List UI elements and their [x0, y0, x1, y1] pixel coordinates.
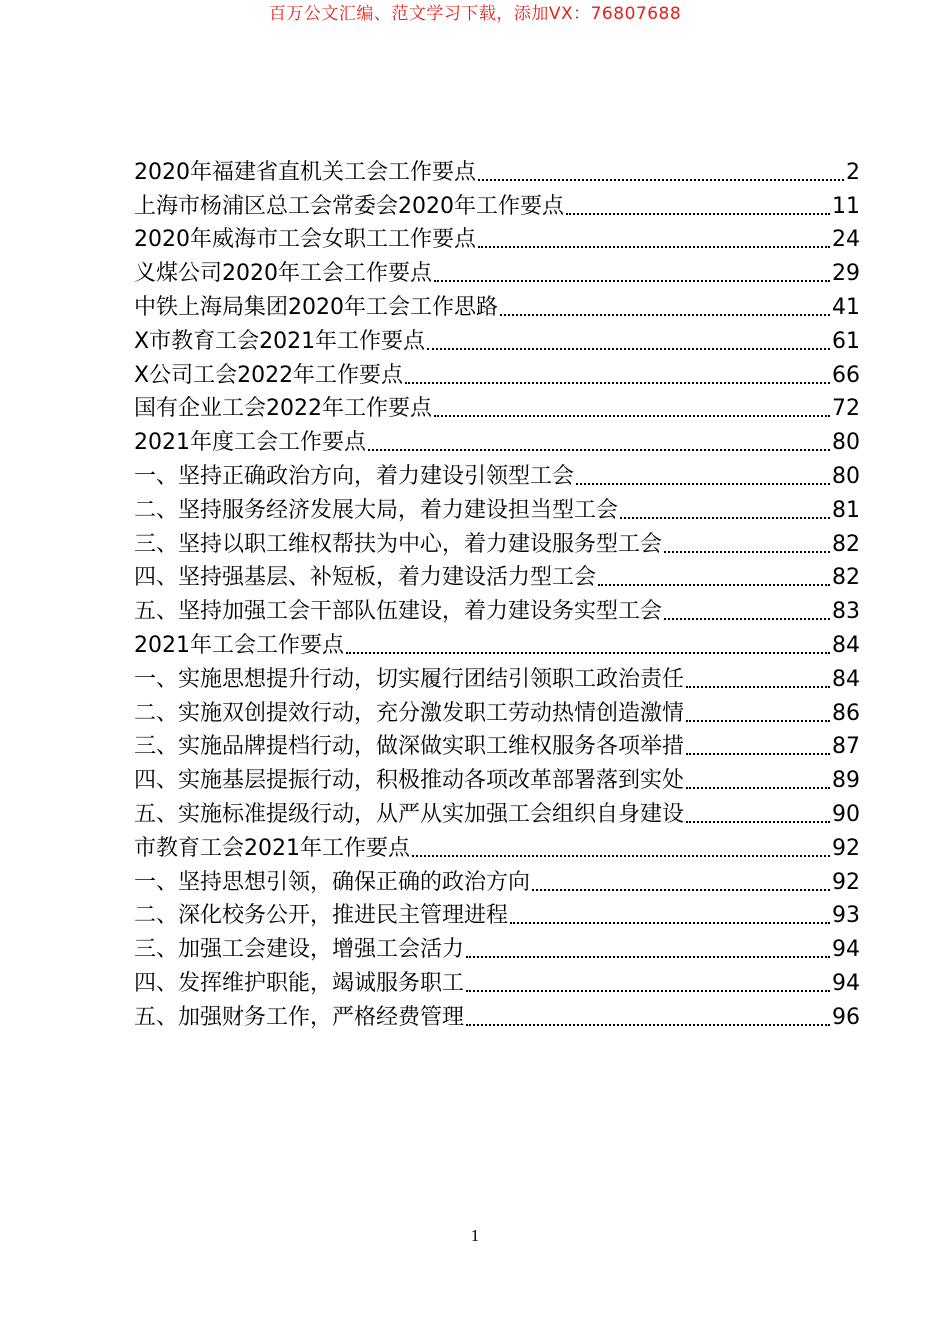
toc-entry-title: 三、坚持以职工维权帮扶为中心，着力建设服务型工会: [134, 531, 663, 557]
toc-entry-page: 80: [832, 463, 860, 489]
toc-entry-page: 41: [832, 294, 860, 320]
toc-entry-title: 四、坚持强基层、补短板，着力建设活力型工会: [134, 565, 597, 591]
toc-entry-title: 五、实施标准提级行动，从严从实加强工会组织自身建设: [134, 801, 685, 827]
toc-entry-page: 86: [832, 700, 860, 726]
toc-dot-leader: [434, 280, 830, 282]
toc-dot-leader: [510, 922, 830, 924]
toc-entry[interactable]: [134, 492, 860, 526]
toc-entry[interactable]: [134, 695, 860, 729]
toc-entry-title: 一、坚持正确政治方向，着力建设引领型工会: [134, 463, 575, 489]
toc-entry-title: 三、实施品牌提档行动，做深做实职工维权服务各项举措: [134, 734, 685, 760]
toc-dot-leader: [368, 449, 830, 451]
toc-dot-leader: [478, 246, 830, 248]
toc-entry-title: 国有企业工会2022年工作要点: [134, 396, 432, 422]
toc-entry[interactable]: [134, 796, 860, 830]
toc-entry-title: 2020年福建省直机关工会工作要点: [134, 159, 476, 185]
toc-dot-leader: [346, 652, 830, 654]
toc-dot-leader: [434, 415, 830, 417]
toc-entry-page: 83: [832, 599, 860, 625]
toc-entry[interactable]: [134, 255, 860, 289]
toc-entry-page: 94: [832, 970, 860, 996]
toc-entry-page: 87: [832, 734, 860, 760]
toc-entry[interactable]: [134, 898, 860, 932]
toc-dot-leader: [466, 1024, 830, 1026]
toc-entry-page: 81: [832, 497, 860, 523]
toc-entry-page: 92: [832, 869, 860, 895]
toc-entry-title: 一、实施思想提升行动，切实履行团结引领职工政治责任: [134, 666, 685, 692]
toc-dot-leader: [598, 584, 830, 586]
toc-dot-leader: [466, 990, 830, 992]
toc-entry[interactable]: [134, 830, 860, 864]
toc-entry[interactable]: [134, 424, 860, 458]
toc-dot-leader: [686, 787, 830, 789]
toc-entry-page: 80: [832, 430, 860, 456]
toc-entry-page: 89: [832, 768, 860, 794]
toc-entry-page: 82: [832, 565, 860, 591]
toc-entry-page: 29: [832, 261, 860, 287]
toc-entry-title: 一、坚持思想引领，确保正确的政治方向: [134, 869, 531, 895]
toc-entry-title: 中铁上海局集团2020年工会工作思路: [134, 294, 498, 320]
toc-dot-leader: [412, 855, 830, 857]
toc-entry-page: 24: [832, 227, 860, 253]
toc-entry[interactable]: [134, 729, 860, 763]
toc-entry-title: 义煤公司2020年工会工作要点: [134, 261, 432, 287]
header-watermark-text: 百万公文汇编、范文学习下载，添加VX：76807688: [268, 4, 682, 24]
toc-dot-leader: [405, 382, 830, 384]
toc-entry-title: X市教育工会2021年工作要点: [134, 328, 426, 354]
toc-dot-leader: [686, 720, 830, 722]
toc-entry[interactable]: [134, 154, 860, 188]
toc-entry-page: 90: [832, 801, 860, 827]
toc-dot-leader: [664, 618, 830, 620]
toc-entry[interactable]: [134, 289, 860, 323]
toc-entry-title: 二、坚持服务经济发展大局，着力建设担当型工会: [134, 497, 619, 523]
page-number: 1: [470, 1226, 480, 1245]
toc-entry[interactable]: [134, 864, 860, 898]
toc-entry-page: 94: [832, 937, 860, 963]
toc-entry-title: 四、发挥维护职能，竭诚服务职工: [134, 970, 465, 996]
toc-entry-title: 五、坚持加强工会干部队伍建设，着力建设务实型工会: [134, 599, 663, 625]
toc-entry[interactable]: [134, 526, 860, 560]
toc-dot-leader: [686, 821, 830, 823]
toc-entry-title: 2020年威海市工会女职工工作要点: [134, 227, 476, 253]
toc-dot-leader: [686, 753, 830, 755]
toc-entry-title: 上海市杨浦区总工会常委会2020年工作要点: [134, 193, 564, 219]
toc-entry[interactable]: [134, 357, 860, 391]
toc-entry-title: 五、加强财务工作，严格经费管理: [134, 1004, 465, 1030]
toc-entry[interactable]: [134, 661, 860, 695]
toc-dot-leader: [427, 348, 830, 350]
toc-dot-leader: [500, 314, 830, 316]
toc-entry[interactable]: [134, 222, 860, 256]
table-of-contents: [134, 154, 860, 1033]
toc-entry-page: 82: [832, 531, 860, 557]
toc-entry[interactable]: [134, 391, 860, 425]
toc-entry-title: 二、深化校务公开，推进民主管理进程: [134, 903, 509, 929]
toc-entry-title: 四、实施基层提振行动，积极推动各项改革部署落到实处: [134, 768, 685, 794]
toc-entry-page: 84: [832, 632, 860, 658]
toc-entry-page: 72: [832, 396, 860, 422]
toc-dot-leader: [576, 483, 830, 485]
toc-dot-leader: [566, 213, 830, 215]
toc-entry-page: 92: [832, 835, 860, 861]
toc-entry-title: X公司工会2022年工作要点: [134, 362, 404, 388]
toc-entry[interactable]: [134, 931, 860, 965]
toc-entry-page: 2: [846, 159, 860, 185]
toc-entry-page: 61: [832, 328, 860, 354]
toc-dot-leader: [532, 889, 830, 891]
toc-entry-page: 66: [832, 362, 860, 388]
toc-entry[interactable]: [134, 593, 860, 627]
toc-dot-leader: [686, 686, 830, 688]
toc-entry-page: 84: [832, 666, 860, 692]
toc-entry[interactable]: [134, 762, 860, 796]
toc-entry-page: 96: [832, 1004, 860, 1030]
toc-entry[interactable]: [134, 627, 860, 661]
toc-dot-leader: [478, 179, 844, 181]
toc-dot-leader: [466, 956, 830, 958]
toc-entry-page: 93: [832, 903, 860, 929]
toc-entry[interactable]: [134, 458, 860, 492]
toc-entry[interactable]: [134, 323, 860, 357]
toc-entry[interactable]: [134, 188, 860, 222]
toc-dot-leader: [664, 551, 830, 553]
toc-entry-title: 2021年度工会工作要点: [134, 430, 366, 456]
toc-entry-title: 2021年工会工作要点: [134, 632, 344, 658]
toc-entry-title: 三、加强工会建设，增强工会活力: [134, 937, 465, 963]
toc-entry-page: 11: [832, 193, 860, 219]
toc-entry-title: 市教育工会2021年工作要点: [134, 835, 410, 861]
toc-entry[interactable]: [134, 965, 860, 999]
toc-dot-leader: [620, 517, 830, 519]
toc-entry-title: 二、实施双创提效行动，充分激发职工劳动热情创造激情: [134, 700, 685, 726]
toc-entry[interactable]: [134, 560, 860, 594]
toc-entry[interactable]: [134, 999, 860, 1033]
